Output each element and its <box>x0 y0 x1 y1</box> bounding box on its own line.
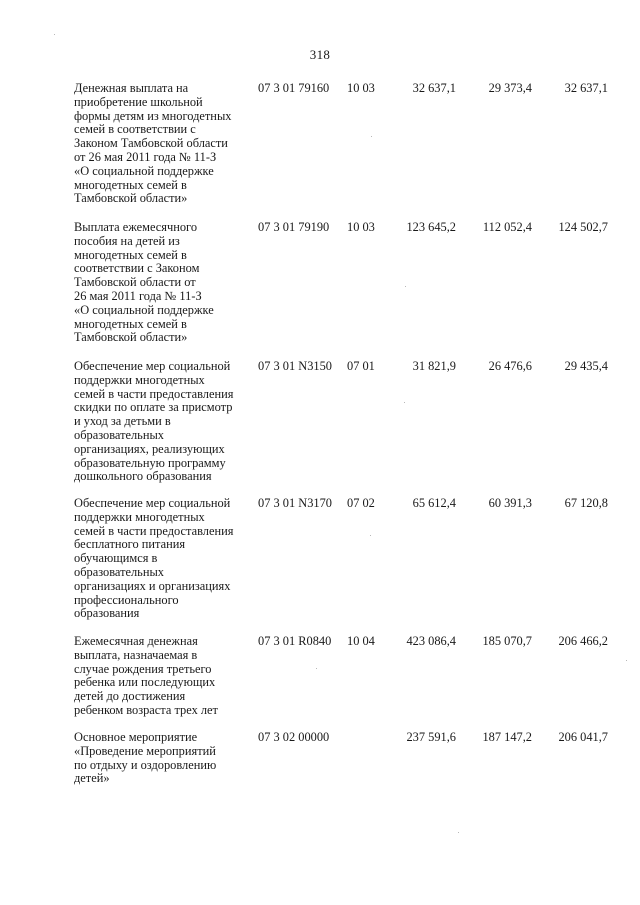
target-article-code: 07 3 01 R0840 <box>258 634 332 648</box>
amount-year-1: 31 821,9 <box>412 359 456 373</box>
section-code: 07 01 <box>347 359 375 373</box>
expense-name: Обеспечение мер социальной поддержки многодетных семей в части предоставления бесплатного питания обучающимся в образовательных организациях и организациях профессионального образования <box>74 496 234 621</box>
section-code: 10 03 <box>347 81 375 95</box>
section-code: 10 03 <box>347 220 375 234</box>
scan-speck <box>371 136 372 137</box>
target-article-code: 07 3 01 N3170 <box>258 496 332 510</box>
expense-name: Денежная выплата на приобретение школьной формы детям из многодетных семей в соответствии с Законом Тамбовской области от 26 мая 2011 года № 11-З «О социальной поддержке многодетных семей в Тамбовской области» <box>74 81 232 206</box>
scan-speck <box>316 668 317 669</box>
expense-name: Основное мероприятие «Проведение мероприятий по отдыху и оздоровлению детей» <box>74 730 217 786</box>
expense-name: Выплата ежемесячного пособия на детей из многодетных семей в соответствии с Законом Тамбовской области от 26 мая 2011 года № 11-З «О социальной поддержке многодетных семей в Тамбовской области» <box>74 220 214 345</box>
amount-year-2: 187 147,2 <box>482 730 532 744</box>
amount-year-1: 123 645,2 <box>406 220 456 234</box>
amount-year-2: 26 476,6 <box>488 359 532 373</box>
amount-year-1: 32 637,1 <box>412 81 456 95</box>
scan-speck <box>405 286 406 287</box>
amount-year-1: 237 591,6 <box>406 730 456 744</box>
amount-year-3: 124 502,7 <box>558 220 608 234</box>
scan-speck <box>370 535 371 536</box>
amount-year-3: 29 435,4 <box>564 359 608 373</box>
amount-year-3: 67 120,8 <box>564 496 608 510</box>
scan-speck <box>54 34 55 35</box>
target-article-code: 07 3 02 00000 <box>258 730 330 744</box>
scan-speck <box>626 660 627 661</box>
amount-year-3: 206 041,7 <box>558 730 608 744</box>
amount-year-2: 112 052,4 <box>482 220 532 234</box>
expense-name: Обеспечение мер социальной поддержки многодетных семей в части предоставления скидки по оплате за присмотр и уход за детьми в образовательных организациях, реализующих образовательную программу дошкольного образования <box>74 359 234 484</box>
amount-year-1: 65 612,4 <box>412 496 456 510</box>
amount-year-2: 29 373,4 <box>488 81 532 95</box>
section-code: 07 02 <box>347 496 375 510</box>
amount-year-3: 32 637,1 <box>564 81 608 95</box>
page-number: 318 <box>309 47 331 62</box>
target-article-code: 07 3 01 N3150 <box>258 359 332 373</box>
expense-name: Ежемесячная денежная выплата, назначаемая в случае рождения третьего ребенка или последующих детей до достижения ребенком возраста трех лет <box>74 634 218 717</box>
amount-year-2: 185 070,7 <box>482 634 532 648</box>
amount-year-1: 423 086,4 <box>406 634 456 648</box>
scan-speck <box>404 402 405 403</box>
amount-year-2: 60 391,3 <box>488 496 532 510</box>
target-article-code: 07 3 01 79160 <box>258 81 330 95</box>
amount-year-3: 206 466,2 <box>558 634 608 648</box>
section-code: 10 04 <box>347 634 375 648</box>
scan-speck <box>458 832 459 833</box>
target-article-code: 07 3 01 79190 <box>258 220 330 234</box>
